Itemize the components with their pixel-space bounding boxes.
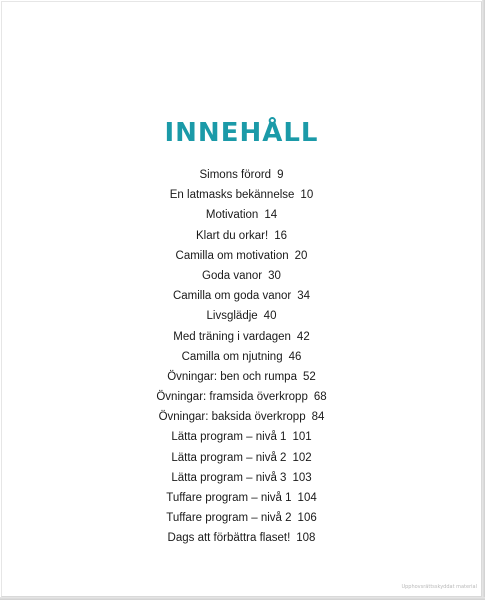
toc-entry: [0, 468, 483, 488]
toc-entry-page-number: 101: [292, 431, 312, 444]
toc-entry-page-number: 42: [296, 330, 310, 343]
toc-entry-label: Lätta program – nivå 1: [171, 431, 287, 444]
toc-entry-page-number: 20: [294, 249, 308, 262]
toc-entry-page-number: 103: [292, 471, 312, 484]
toc-entry-page-number: 106: [297, 512, 317, 525]
toc-entry: [0, 185, 483, 205]
toc-entry: [0, 327, 483, 347]
toc-entry: [0, 165, 483, 185]
toc-entry-page-number: 68: [313, 391, 327, 404]
toc-list: [0, 165, 483, 549]
toc-entry-page-number: 40: [263, 310, 277, 323]
toc-entry-page-number: 108: [296, 532, 316, 545]
toc-entry-label: Med träning i vardagen: [173, 330, 291, 343]
toc-entry-page-number: 10: [300, 189, 314, 202]
toc-entry-page-number: 104: [297, 492, 317, 504]
toc-entry-label: Camilla om njutning: [181, 350, 283, 363]
toc-entry-label: Simons förord: [199, 169, 272, 181]
toc-entry-page-number: 16: [274, 229, 288, 242]
toc-entry-label: Goda vanor: [202, 269, 263, 282]
toc-entry-page-number: 102: [292, 451, 312, 464]
toc-entry-label: Tuffare program – nivå 1: [166, 492, 292, 504]
toc-entry: [0, 367, 483, 387]
toc-entry-page-number: 9: [277, 169, 284, 181]
toc-entry: [0, 205, 483, 225]
toc-entry-label: Camilla om motivation: [175, 249, 289, 262]
toc-entry-label: Övningar: framsida överkropp: [156, 391, 308, 404]
toc-title: INNEHÅLL: [164, 118, 319, 148]
toc-entry: [0, 528, 483, 548]
toc-entry: [0, 347, 483, 367]
toc-entry-page-number: 34: [297, 290, 311, 303]
toc-entry: [0, 226, 483, 246]
toc-entry-page-number: 46: [288, 350, 302, 363]
toc-entry-label: Klart du orkar!: [195, 229, 269, 242]
toc-entry: [0, 246, 483, 266]
toc-entry-label: Dags att förbättra flaset!: [167, 532, 291, 545]
toc-entry-label: Motivation: [205, 209, 259, 222]
toc-entry: [0, 286, 483, 306]
toc-entry: [0, 387, 483, 407]
toc-entry: [0, 488, 483, 508]
toc-entry-page-number: 14: [264, 209, 278, 222]
toc-entry: [0, 448, 483, 468]
toc-entry: [0, 306, 483, 326]
toc-entry-label: Lätta program – nivå 3: [171, 471, 287, 484]
toc-entry: [0, 508, 483, 528]
toc-entry-label: Livsglädje: [206, 310, 258, 323]
toc-entry-label: Tuffare program – nivå 2: [166, 512, 292, 525]
toc-entry: [0, 427, 483, 447]
toc-entry-label: Övningar: baksida överkropp: [158, 411, 306, 424]
watermark-text: Upphovsrättsskyddat material: [401, 584, 477, 590]
toc-entry-page-number: 52: [302, 370, 316, 383]
toc-entry-page-number: 30: [268, 269, 281, 282]
toc-entry-label: En latmasks bekännelse: [169, 189, 295, 202]
toc-entry-label: Lätta program – nivå 2: [171, 451, 287, 464]
toc-entry: [0, 407, 483, 427]
toc-entry-label: Camilla om goda vanor: [172, 290, 292, 303]
toc-entry-page-number: 84: [311, 411, 325, 424]
toc-entry-label: Övningar: ben och rumpa: [167, 370, 297, 383]
toc-entry: [0, 266, 483, 286]
